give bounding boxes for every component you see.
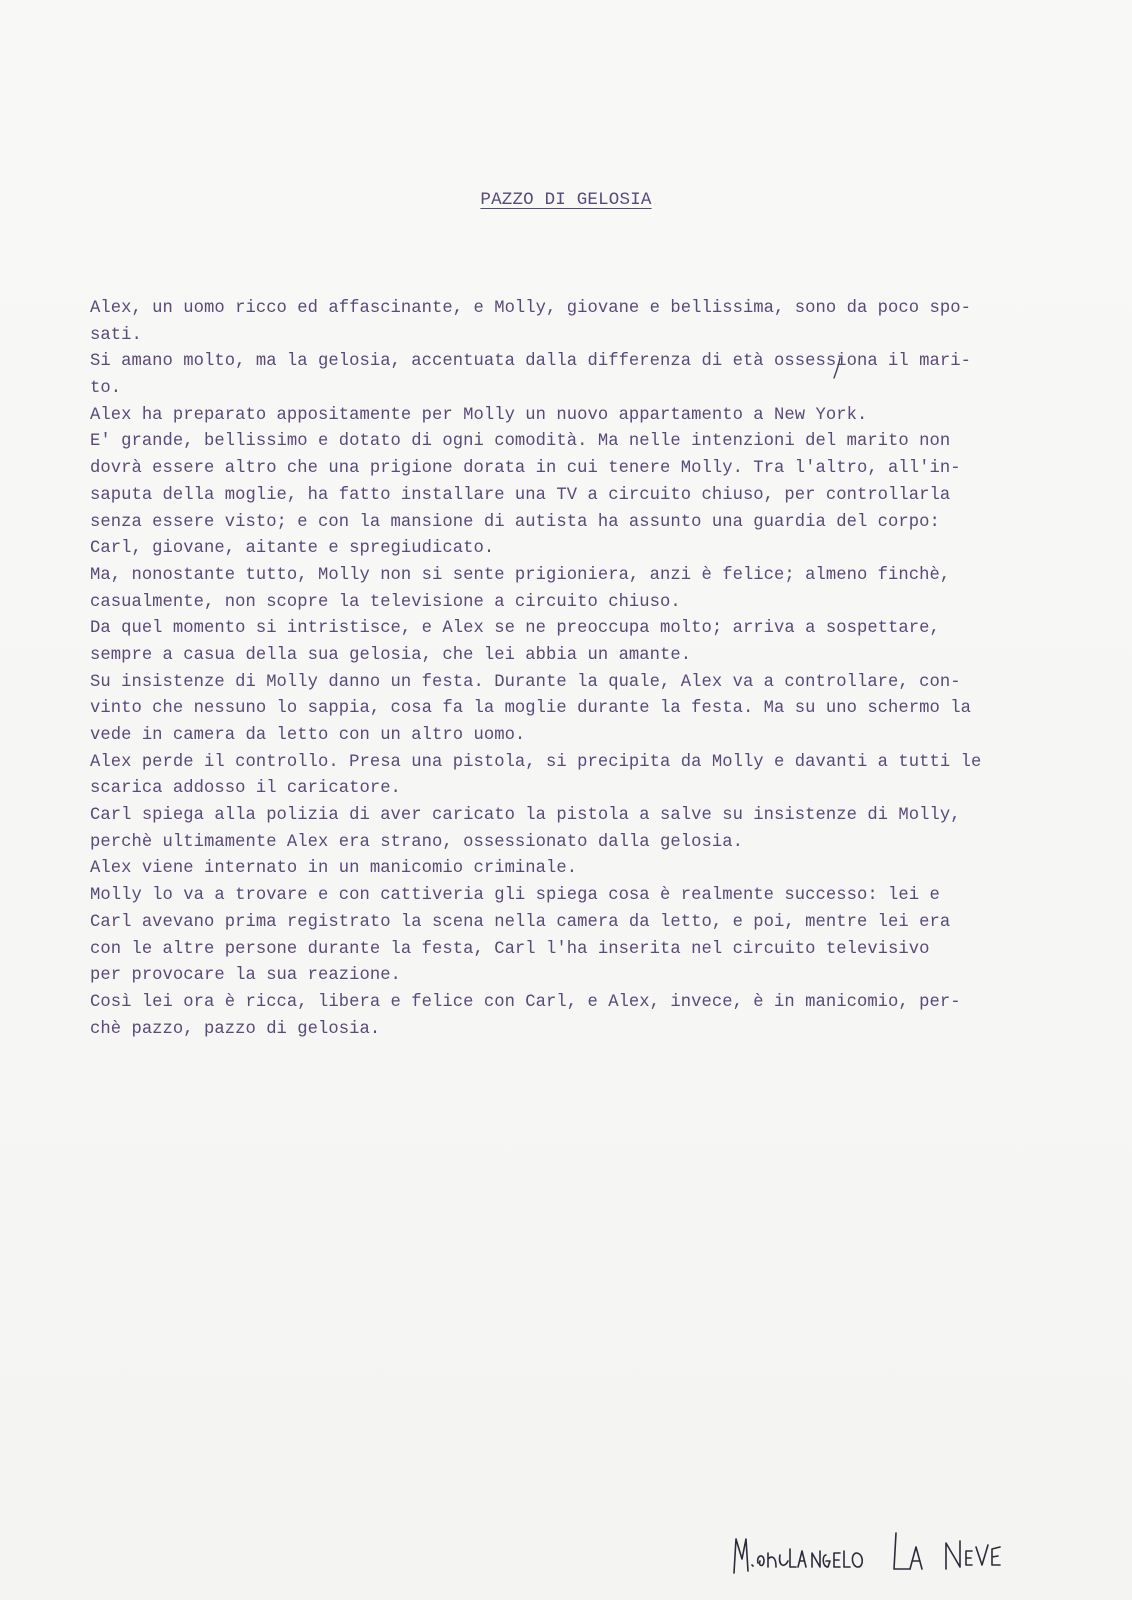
document-body [90, 296, 1090, 1043]
body-line: Alex, un uomo ricco ed affascinante, e Molly, giovane e bellissima, sono da poco spo- [90, 299, 971, 318]
body-line: chè pazzo, pazzo di gelosia. [90, 1019, 381, 1039]
body-line: perchè ultimamente Alex era strano, ossessionato dalla gelosia. [90, 832, 743, 852]
body-line: to. [90, 379, 122, 399]
body-line: Molly lo va a trovare e con cattiveria gli spiega cosa è realmente successo: lei e [90, 886, 940, 906]
body-line: Carl spiega alla polizia di aver caricato la pistola a salve su insistenze di Molly, [90, 806, 961, 826]
handwritten-comma-mark [832, 356, 842, 382]
body-line: Così lei ora è ricca, libera e felice con Carl, e Alex, invece, è in manicomio, per- [90, 992, 961, 1012]
body-line: vede in camera da letto con un altro uomo. [90, 726, 526, 745]
body-line: sati. [90, 325, 142, 345]
body-line: Carl, giovane, aitante e spregiudicato. [90, 539, 495, 559]
body-line: scarica addosso il caricatore. [90, 779, 401, 799]
body-line: saputa della moglie, ha fatto installare una TV a circuito chiuso, per controllarla [90, 485, 951, 505]
body-line: Da quel momento si intristisce, e Alex se ne preoccupa molto; arriva a sospettare, [90, 619, 940, 639]
body-line: Su insistenze di Molly danno un festa. Durante la quale, Alex va a controllare, con- [90, 672, 961, 692]
body-line: per provocare la sua reazione. [90, 966, 401, 986]
body-line: dovrà essere altro che una prigione dorata in cui tenere Molly. Tra l'altro, all'in- [90, 459, 961, 479]
body-line: E' grande, bellissimo e dotato di ogni comodità. Ma nelle intenzioni del marito non [90, 432, 951, 452]
document-title-text: PAZZO DI GELOSIA [480, 190, 652, 210]
body-line: Ma, nonostante tutto, Molly non si sente prigioniera, anzi è felice; almeno finchè, [90, 565, 951, 585]
document-title [0, 190, 1132, 210]
body-line: vinto che nessuno lo sappia, cosa fa la moglie durante la festa. Ma su uno schermo la [90, 699, 971, 719]
body-line: sempre a casua della sua gelosia, che lei abbia un amante. [90, 645, 692, 665]
body-line: senza essere visto; e con la mansione di autista ha assunto una guardia del corpo: [90, 512, 940, 532]
handwritten-signature [730, 1525, 1010, 1585]
body-line: Carl avevano prima registrato la scena nella camera da letto, e poi, mentre lei era [90, 912, 951, 932]
body-line: Si amano molto, ma la gelosia, accentuata dalla differenza di età ossessiona il mari- [90, 352, 971, 372]
body-line: Alex ha preparato appositamente per Molly un nuovo appartamento a New York. [90, 405, 868, 425]
body-line: Alex perde il controllo. Presa una pistola, si precipita da Molly e davanti a tutti le [90, 752, 982, 772]
body-line: Alex viene internato in un manicomio criminale. [90, 859, 578, 879]
body-line: casualmente, non scopre la televisione a circuito chiuso. [90, 592, 681, 612]
body-line: con le altre persone durante la festa, Carl l'ha inserita nel circuito televisivo [90, 939, 930, 959]
